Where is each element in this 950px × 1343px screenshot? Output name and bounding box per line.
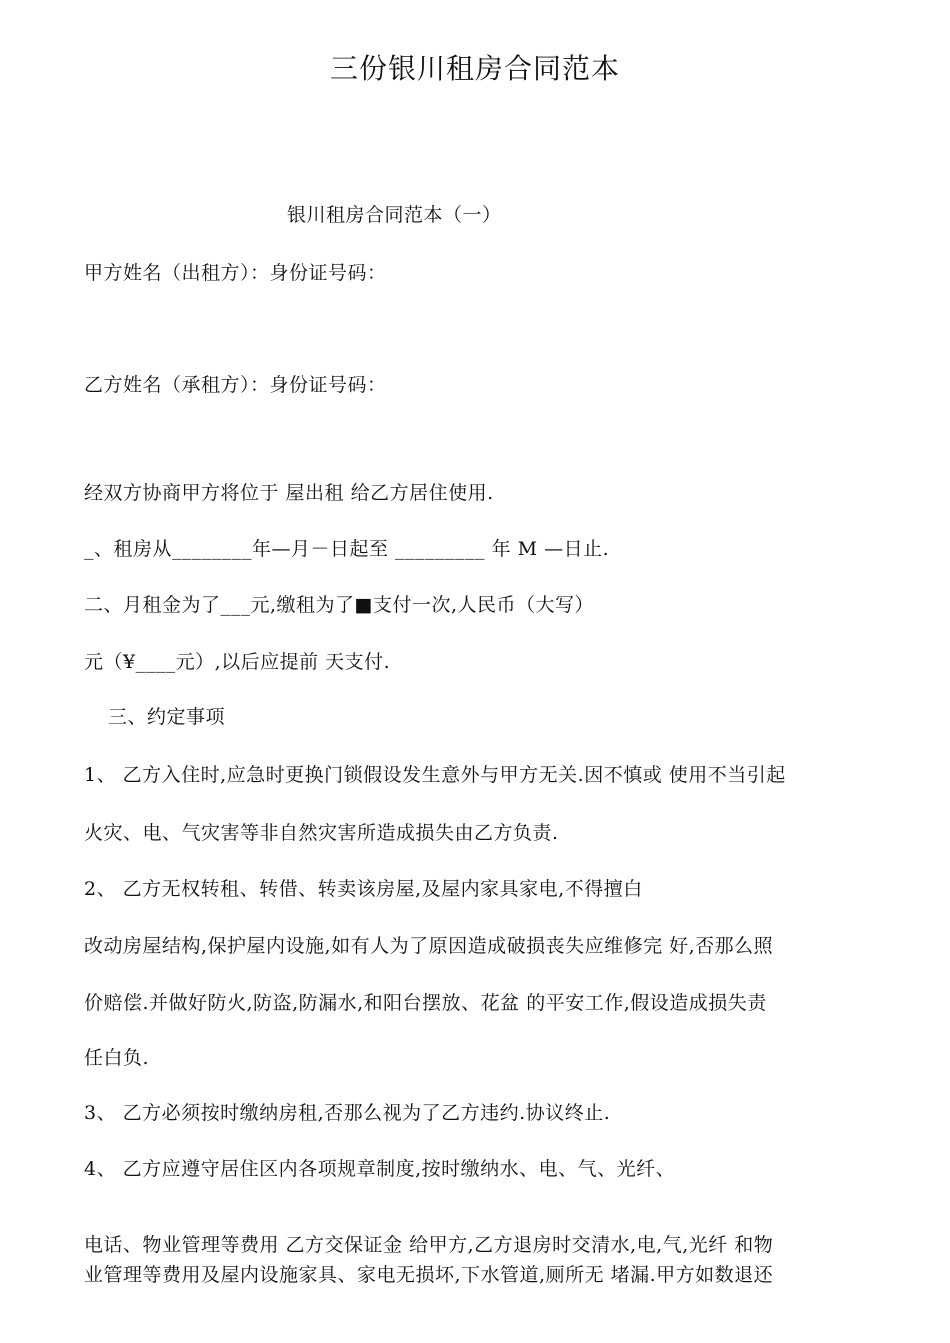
contract-subtitle: 银川租房合同范本（一） [287,204,502,226]
clause-2-line-4: 任白负. [84,1047,150,1069]
document-title: 三份银川租房合同范本 [329,52,620,85]
rent-amount-line: 元（¥____元）,以后应提前 天支付. [84,651,391,673]
clause-4-line-3: 业管理等费用及屋内设施家具、家电无损坏,下水管道,厕所无 堵漏.甲方如数退还 [84,1264,774,1286]
clause-2-line-2: 改动房屋结构,保护屋内设施,如有人为了原因造成破损丧失应维修完 好,否那么照 [84,935,774,957]
party-b-line: 乙方姓名（承租方）：身份证号码： [84,374,387,396]
clause-1-line-2: 火灾、电、气灾害等非自然灾害所造成损失由乙方负责. [84,822,559,844]
clause-3-line: 3、 乙方必须按时缴纳房租,否那么视为了乙方违约.协议终止. [84,1102,611,1124]
premises-line: 经双方协商甲方将位于 屋出租 给乙方居住使用. [84,482,494,504]
clause-2-line-1: 2、 乙方无权转租、转借、转卖该房屋,及屋内家具家电,不得擅白 [84,878,643,900]
section-heading: 三、约定事项 [108,706,226,728]
party-a-line: 甲方姓名（出租方）：身份证号码： [84,262,387,284]
term-line: _、租房从________年—月－日起至 _________ 年 M —日止. [84,538,610,560]
clause-4-line-1: 4、 乙方应遵守居住区内各项规章制度,按时缴纳水、电、气、光纤、 [84,1158,676,1180]
rent-line: 二、月租金为了___元,缴租为了■支付一次,人民币（大写） [84,594,595,616]
clause-4-line-2: 电话、物业管理等费用 乙方交保证金 给甲方,乙方退房时交清水,电,气,光纤 和物 [84,1234,774,1256]
clause-2-line-3: 价赔偿.并做好防火,防盗,防漏水,和阳台摆放、花盆 的平安工作,假设造成损失责 [84,992,767,1014]
clause-1-line-1: 1、 乙方入住时,应急时更换门锁假设发生意外与甲方无关.因不慎或 使用不当引起 [84,764,786,786]
